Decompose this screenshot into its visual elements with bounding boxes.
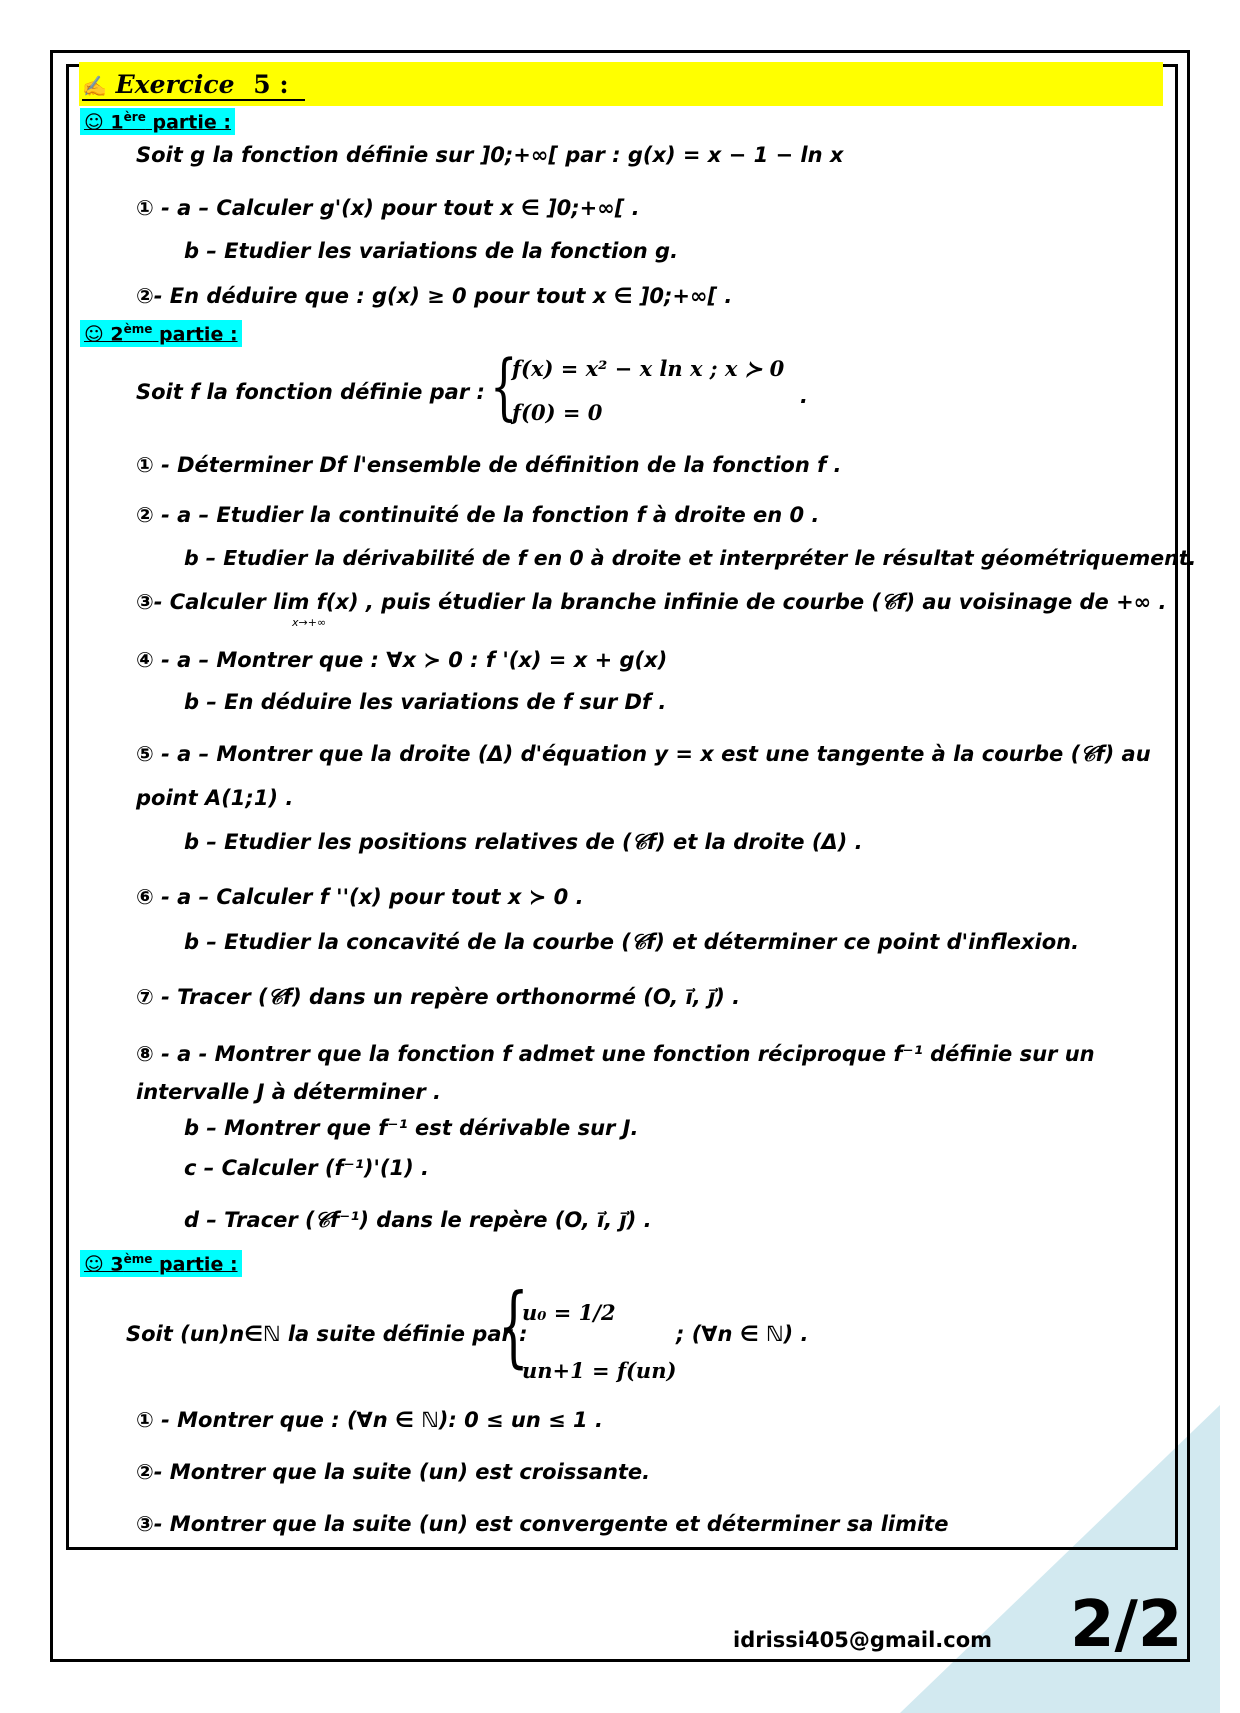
pencil-icon: ✍ xyxy=(82,74,107,98)
line-l23b: un+1 = f(un) xyxy=(522,1358,677,1383)
line-l25: ②- Montrer que la suite (un) est croissante. xyxy=(136,1460,651,1484)
line-l05b: f(0) = 0 xyxy=(512,400,603,425)
line-l08: b – Etudier la dérivabilité de f en 0 à droite et interpréter le résultat géométriquement. xyxy=(184,546,1197,570)
line-l05: Soit f la fonction définie par : xyxy=(136,380,485,404)
part-3-heading xyxy=(80,1250,242,1277)
line-l23c: ; (∀n ∈ ℕ) . xyxy=(676,1322,809,1346)
part-2-heading xyxy=(80,320,242,347)
exercise-number: 5 : xyxy=(253,70,289,99)
part-2-label: partie : xyxy=(152,323,238,346)
line-l14: b – Etudier les positions relatives de (𝒞f) et la droite (Δ) . xyxy=(184,830,863,854)
part-3-label: partie : xyxy=(152,1253,238,1276)
line-l01: Soit g la fonction définie sur ]0;+∞[ par : g(x) = x − 1 − ln x xyxy=(136,143,844,167)
line-l17: ⑦ - Tracer (𝒞f) dans un repère orthonormé (O, i⃗, j⃗) . xyxy=(136,985,741,1009)
part-3-sup: ème xyxy=(123,1252,153,1266)
line-l22: d – Tracer (𝒞f⁻¹) dans le repère (O, i⃗, j⃗) . xyxy=(184,1208,652,1232)
exercise-title-label: Exercice xyxy=(115,70,235,99)
line-l15: ⑥ - a – Calculer f ''(x) pour tout x ≻ 0 . xyxy=(136,885,584,909)
line-l04: ②- En déduire que : g(x) ≥ 0 pour tout x ∈ ]0;+∞[ . xyxy=(136,284,733,308)
part-2-number: ☺ 2 xyxy=(84,323,124,346)
system-period: . xyxy=(800,384,808,408)
line-l21: c – Calculer (f⁻¹)'(1) . xyxy=(184,1156,429,1180)
part-3-number: ☺ 3 xyxy=(84,1253,124,1276)
exercise-title xyxy=(82,70,305,101)
line-l26: ③- Montrer que la suite (un) est convergente et déterminer sa limite xyxy=(136,1512,949,1536)
line-l20: b – Montrer que f⁻¹ est dérivable sur J. xyxy=(184,1116,639,1140)
line-l23: Soit (un)n∈ℕ la suite définie par : xyxy=(126,1322,528,1346)
line-l11: b – En déduire les variations de f sur Df . xyxy=(184,690,667,714)
author-email: idrissi405@gmail.com xyxy=(733,1628,993,1652)
sequence-brace: { xyxy=(498,1274,529,1377)
line-l07: ② - a – Etudier la continuité de la fonction f à droite en 0 . xyxy=(136,503,820,527)
part-2-sup: ème xyxy=(123,322,153,336)
line-l02: ① - a – Calculer g'(x) pour tout x ∈ ]0;+∞[ . xyxy=(136,196,640,220)
line-l10: ④ - a – Montrer que : ∀x ≻ 0 : f '(x) = x + g(x) xyxy=(136,648,668,672)
part-1-heading xyxy=(80,108,235,135)
line-l16: b – Etudier la concavité de la courbe (𝒞f) et déterminer ce point d'inflexion. xyxy=(184,930,1080,954)
line-l12: ⑤ - a – Montrer que la droite (Δ) d'équation y = x est une tangente à la courbe (𝒞f) au xyxy=(136,742,1151,766)
line-l24: ① - Montrer que : (∀n ∈ ℕ): 0 ≤ un ≤ 1 . xyxy=(136,1408,603,1432)
part-1-label: partie : xyxy=(145,111,231,134)
line-l05a: f(x) = x² − x ln x ; x ≻ 0 xyxy=(512,356,785,381)
line-l18: ⑧ - a - Montrer que la fonction f admet une fonction réciproque f⁻¹ définie sur un xyxy=(136,1042,1095,1066)
system-brace: { xyxy=(490,344,518,428)
line-l03: b – Etudier les variations de la fonction g. xyxy=(184,239,679,263)
line-l09: ③- Calculer lim f(x) , puis étudier la branche infinie de courbe (𝒞f) au voisinage de +∞ . xyxy=(136,590,1167,614)
page-number: 2/2 xyxy=(1070,1588,1183,1662)
line-l19: intervalle J à déterminer . xyxy=(136,1080,442,1104)
line-l06: ① - Déterminer Df l'ensemble de définition de la fonction f . xyxy=(136,453,842,477)
line-l13: point A(1;1) . xyxy=(136,786,294,810)
part-1-number: ☺ 1 xyxy=(84,111,124,134)
limit-subscript: x→+∞ xyxy=(292,616,327,629)
part-1-sup: ère xyxy=(123,110,146,124)
line-l23a: u₀ = 1/2 xyxy=(522,1300,616,1325)
